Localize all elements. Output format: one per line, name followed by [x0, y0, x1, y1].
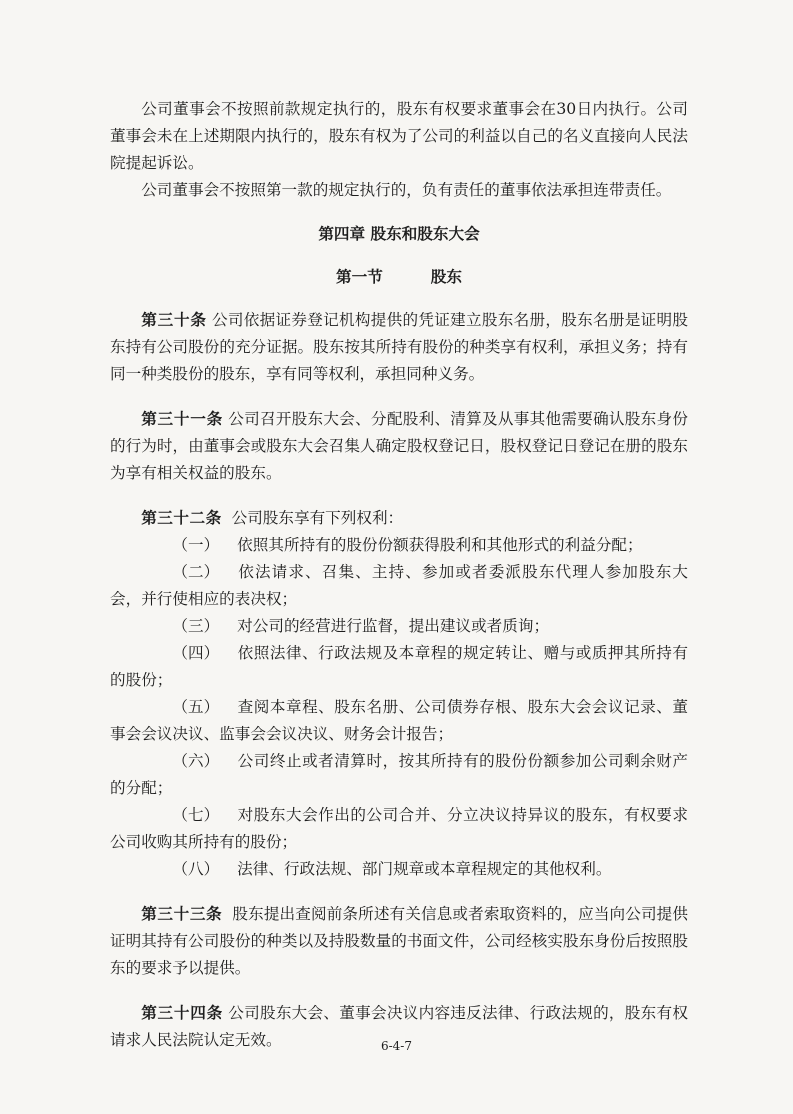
article-31-body: 公司召开股东大会、分配股利、清算及从事其他需要确认股东身份的行为时，由董事会或股东大会召集人确定股权登记日，股权登记日登记在册的股东为享有相关权益的股东。	[110, 410, 688, 482]
article-32	[110, 504, 688, 532]
article-31	[110, 405, 688, 487]
list-item	[110, 694, 688, 748]
section-name: 股东	[430, 267, 462, 286]
list-item	[110, 613, 688, 640]
article-34-title: 第三十四条	[141, 1003, 223, 1022]
list-item-number: （五）	[172, 698, 220, 716]
article-32-body: 公司股东享有下列权利：	[231, 509, 404, 527]
list-item-number: （六）	[172, 752, 220, 770]
list-item	[110, 559, 688, 613]
list-item-text: 对股东大会作出的公司合并、分立决议持异议的股东，有权要求公司收购其所持有的股份；	[110, 806, 688, 851]
list-item	[110, 748, 688, 802]
list-item-text: 对公司的经营进行监督，提出建议或者质询；	[237, 617, 550, 635]
section-number: 第一节	[336, 267, 383, 286]
article-33-title: 第三十三条	[141, 904, 223, 923]
article-30-body: 公司依据证券登记机构提供的凭证建立股东名册，股东名册是证明股东持有公司股份的充分证据。股东按其所持有股份的种类享有权利，承担义务；持有同一种类股份的股东，享有同等权利，承担同种义务。	[110, 311, 688, 383]
list-item	[110, 532, 688, 559]
list-item-number: （七）	[172, 806, 220, 824]
intro-paragraph-2: 公司董事会不按照第一款的规定执行的，负有责任的董事依法承担连带责任。	[141, 181, 672, 199]
page-content	[110, 96, 688, 1054]
article-33-body: 股东提出查阅前条所述有关信息或者索取资料的，应当向公司提供证明其持有公司股份的种类以及持股数量的书面文件，公司经核实股东身份后按照股东的要求予以提供。	[110, 905, 688, 977]
list-item-text: 公司终止或者清算时，按其所持有的股份份额参加公司剩余财产的分配；	[110, 752, 688, 797]
page-number: 6-4-7	[380, 1039, 412, 1053]
article-32-title: 第三十二条	[141, 508, 222, 527]
article-30-title: 第三十条	[141, 310, 207, 329]
list-item-text: 查阅本章程、股东名册、公司债券存根、股东大会会议记录、董事会会议决议、监事会会议决议、财务会计报告；	[110, 698, 688, 743]
chapter-title: 第四章 股东和股东大会	[318, 224, 480, 243]
article-31-title: 第三十一条	[141, 409, 223, 428]
list-item-text: 依法请求、召集、主持、参加或者委派股东代理人参加股东大会，并行使相应的表决权；	[110, 563, 688, 608]
list-item	[110, 856, 688, 883]
article-33	[110, 900, 688, 982]
list-item	[110, 640, 688, 694]
list-item-number: （三）	[172, 617, 220, 635]
list-item	[110, 802, 688, 856]
list-item-text: 法律、行政法规、部门规章或本章程规定的其他权利。	[237, 860, 612, 878]
list-item-number: （一）	[172, 536, 220, 554]
section-title	[110, 263, 688, 290]
list-item-number: （四）	[172, 644, 220, 662]
intro-paragraph-1: 公司董事会不按照前款规定执行的，股东有权要求董事会在30日内执行。公司董事会未在上述期限内执行的，股东有权为了公司的利益以自己的名义直接向人民法院提起诉讼。	[110, 100, 688, 172]
list-item-text: 依照法律、行政法规及本章程的规定转让、赠与或质押其所持有的股份；	[110, 644, 688, 689]
article-30	[110, 306, 688, 388]
article-34-body: 公司股东大会、董事会决议内容违反法律、行政法规的，股东有权请求人民法院认定无效。	[110, 1004, 688, 1049]
list-item-number: （八）	[172, 860, 220, 878]
list-item-text: 依照其所持有的股份份额获得股利和其他形式的利益分配；	[237, 536, 643, 554]
list-item-number: （二）	[172, 563, 220, 581]
